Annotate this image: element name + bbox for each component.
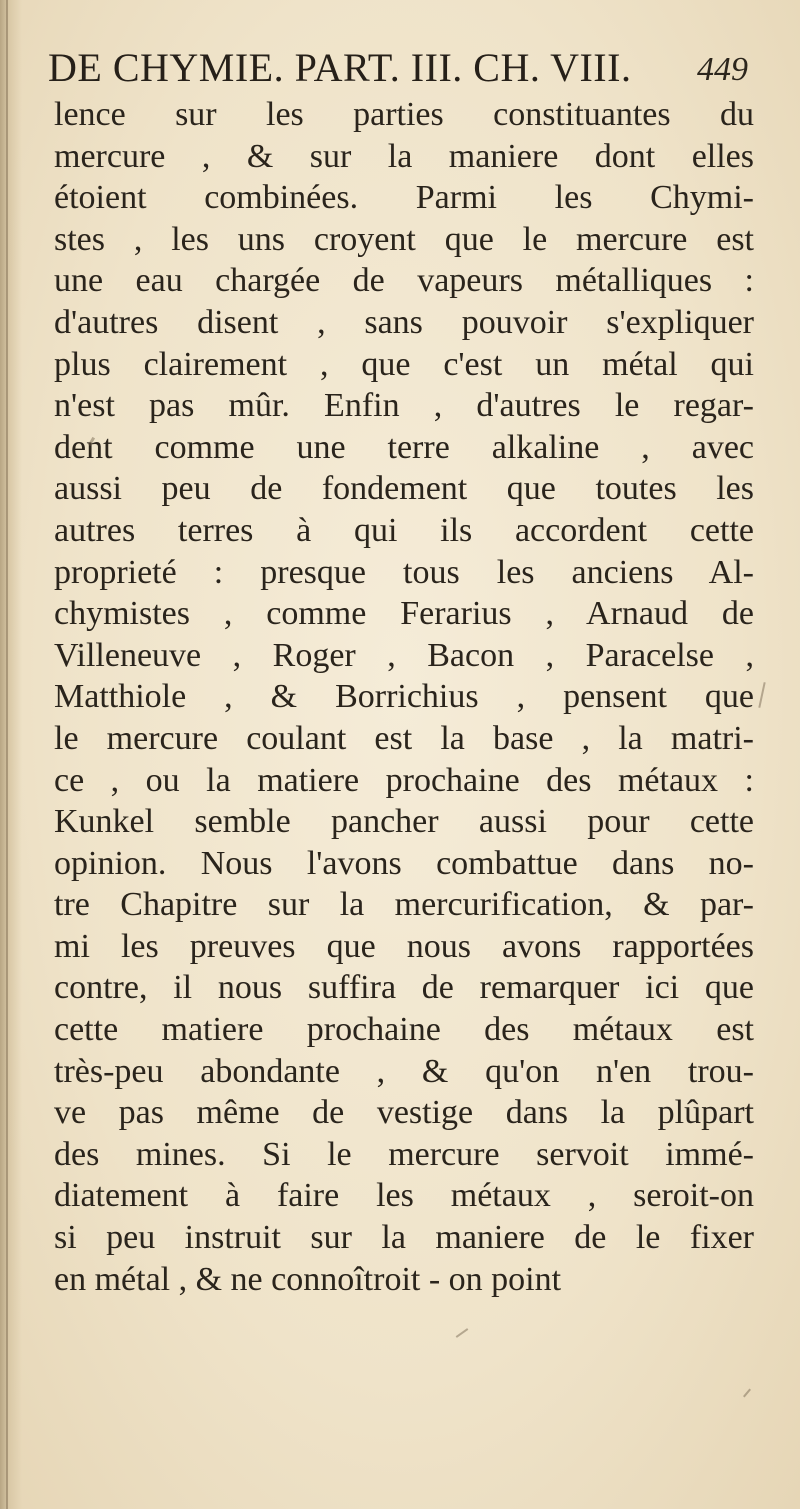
text-line: Kunkel semble pancher aussi pour cette [54,803,754,841]
text-line: mi les preuves que nous avons rapportées [54,927,754,965]
text-line: n'est pas mûr. Enfin , d'autres le regar- [54,387,754,425]
text-line: lence sur les parties constituantes du [54,96,754,133]
paper-speck [758,682,765,708]
text-line: Matthiole , & Borrichius , pensent que [54,678,754,716]
text-line: mercure , & sur la maniere dont elles [54,137,754,175]
text-line: étoient combinées. Parmi les Chymi- [54,179,754,217]
text-line: diatement à faire les métaux , seroit-on [54,1177,754,1215]
text-line: plus clairement , que c'est un métal qui [54,345,754,383]
text-line: ve pas même de vestige dans la plûpart [54,1094,754,1132]
text-line: cette matiere prochaine des métaux est [54,1011,754,1049]
paper-speck [743,1389,751,1398]
body-text [54,94,754,1300]
binding-gutter-shadow [0,0,22,1509]
text-line: le mercure coulant est la base , la matri- [54,719,754,757]
text-line: Villeneuve , Roger , Bacon , Paracelse , [54,636,754,674]
page-number: 449 [697,51,748,88]
text-line: proprieté : presque tous les anciens Al- [54,553,754,591]
text-line: des mines. Si le mercure servoit immé- [54,1135,754,1173]
text-line: opinion. Nous l'avons combattue dans no- [54,844,754,882]
text-line: en métal , & ne connoîtroit - on point [54,1260,562,1298]
text-line: d'autres disent , sans pouvoir s'expliquer [54,303,754,341]
text-line: si peu instruit sur la maniere de le fixer [54,1219,754,1257]
text-line: dent comme une terre alkaline , avec [54,428,754,466]
text-line: une eau chargée de vapeurs métalliques : [54,262,754,300]
text-line: très-peu abondante , & qu'on n'en trou- [54,1052,754,1090]
text-line: ce , ou la matiere prochaine des métaux : [54,761,754,799]
text-line: contre, il nous suffira de remarquer ici que [54,969,754,1007]
paper-speck [456,1328,469,1338]
text-line: tre Chapitre sur la mercurification, & par- [54,886,754,924]
running-head: DE CHYMIE. PART. III. CH. VIII. [48,45,632,90]
text-line: autres terres à qui ils accordent cette [54,511,754,549]
binding-edge-line [6,0,8,1509]
text-line: stes , les uns croyent que le mercure est [54,220,754,258]
text-line: aussi peu de fondement que toutes les [54,470,754,508]
text-line: chymistes , comme Ferarius , Arnaud de [54,595,754,633]
